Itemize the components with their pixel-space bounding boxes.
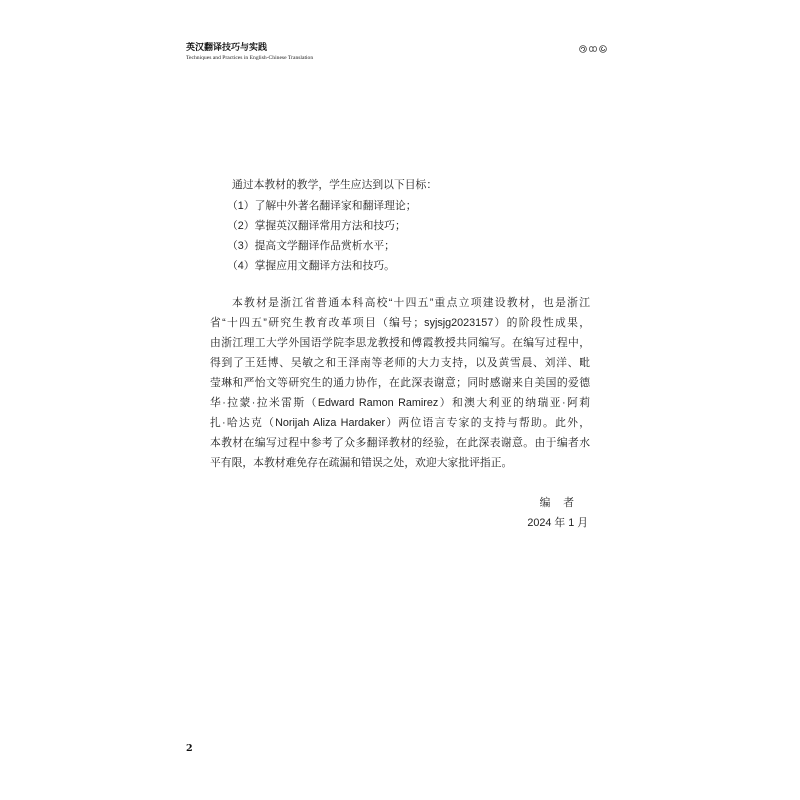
paragraph-line: 由浙江理工大学外国语学院李思龙教授和傅霞教授共同编写。在编写过程中， [210, 337, 590, 349]
paragraph-line: 省“十四五”研究生教育改革项目（编号；syjsjg2023157）的阶段性成果， [210, 317, 590, 329]
goals-list [227, 196, 417, 276]
preface-paragraph [210, 293, 590, 473]
paragraph-line: 华·拉蒙·拉米雷斯（Edward Ramon Ramirez）和澳大利亚的纳瑞亚·阿莉 [210, 397, 590, 409]
goal-item: （4）掌握应用文翻译方法和技巧。 [227, 260, 395, 272]
paragraph-line: 本教材在编写过程中参考了众多翻译教材的经验，在此深表谢意。由于编者水 [210, 437, 590, 449]
running-header-title: 英汉翻译技巧与实践 [186, 43, 268, 53]
signature-date: 2024 年 1 月 [527, 517, 588, 529]
goal-item: （3）提高文学翻译作品赏析水平； [227, 240, 395, 252]
page-number: 2 [186, 743, 193, 754]
running-header-subtitle: Techniques and Practices in English-Chinese Translation [186, 55, 314, 61]
paragraph-line: 平有限，本教材难免存在疏漏和错误之处，欢迎大家批评指正。 [210, 457, 513, 469]
paragraph-line: 得到了王廷博、吴敏之和王泽南等老师的大力支持，以及黄雪晨、刘洋、毗 [210, 357, 590, 369]
swirl-ornament-icon [579, 44, 607, 54]
signature-author: 编 者 [539, 497, 575, 509]
paragraph-line: 扎·哈达克（Norijah Aliza Hardaker）两位语言专家的支持与帮助。此外， [210, 417, 590, 429]
paragraph-line: 本教材是浙江省普通本科高校“十四五”重点立项建设教材，也是浙江 [232, 297, 590, 309]
goal-item: （2）掌握英汉翻译常用方法和技巧； [227, 220, 406, 232]
goal-item: （1）了解中外著名翻译家和翻译理论； [227, 200, 417, 212]
goals-intro: 通过本教材的教学，学生应达到以下目标： [232, 179, 438, 191]
paragraph-line: 莹琳和严怡文等研究生的通力协作，在此深表谢意；同时感谢来自美国的爱德 [210, 377, 590, 389]
